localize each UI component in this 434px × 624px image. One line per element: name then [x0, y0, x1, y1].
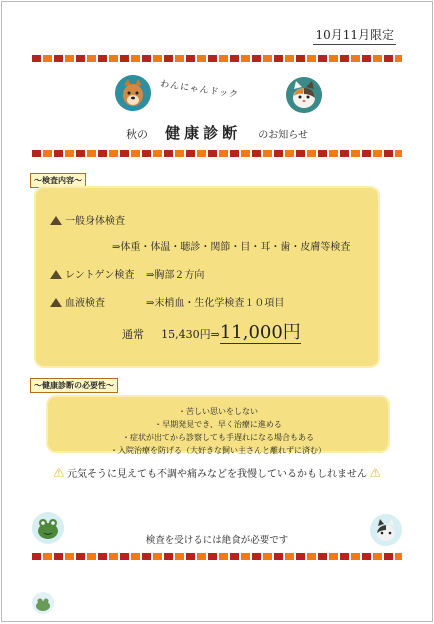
frog-small-icon [32, 592, 54, 614]
stripe-band-bottom [32, 553, 402, 560]
fasting-note: 検査を受けるには絶食が必要です [145, 535, 289, 546]
title-suffix: のお知らせ [258, 130, 308, 141]
price-arrow: ⇒ [210, 328, 220, 341]
triangle-bullet-icon [50, 216, 62, 225]
exam-section-label: 〜検査内容〜 [30, 173, 86, 188]
exam-item-blood: 血液検査 [50, 294, 105, 309]
necessity-line: ・入院治療を防げる（大好きな飼い主さんと離れずに済む） [110, 446, 326, 455]
necessity-line: ・早期発見でき、早く治療に進める [154, 420, 282, 429]
warning-message: ⚠ 元気そうに見えても不調や痛みなどを我慢しているかもしれません ⚠ [53, 469, 381, 480]
necessity-line: ・症状が出てから診察しても手遅れになる場合もある [122, 433, 314, 442]
dog-avatar-icon [115, 75, 151, 111]
cat-avatar-icon [286, 77, 322, 113]
brand-name: わんにゃんドック [159, 79, 240, 101]
price-row [122, 318, 301, 344]
exam-item-blood-detail: ⇒末梢血・生化学検査１０項目 [146, 298, 285, 309]
exam-item-xray-detail: ⇒胸部２方向 [146, 270, 205, 281]
title-prefix: 秋の [126, 128, 149, 141]
limited-date: 10月11月限定 [313, 26, 396, 45]
triangle-bullet-icon [50, 270, 62, 279]
necessity-section-label: 〜健康診断の必要性〜 [30, 378, 118, 393]
stripe-band-top [32, 55, 402, 62]
title-main: 健康診断 [165, 124, 242, 142]
necessity-line: ・苦しい思いをしない [178, 407, 258, 416]
exam-item-general: 一般身体検査 [50, 212, 125, 227]
price-label: 通常 [122, 328, 144, 341]
flyer-page [1, 1, 433, 622]
announcement-title [2, 122, 432, 143]
triangle-bullet-icon [50, 298, 62, 307]
exam-item-xray: レントゲン検査 [50, 266, 134, 281]
exam-item-general-detail: ⇒体重・体温・聴診・関節・目・耳・歯・皮膚等検査 [112, 242, 351, 253]
cat-icon [370, 514, 402, 546]
necessity-box [46, 395, 390, 453]
discount-price: 11,000円 [219, 322, 301, 343]
exam-details-box [34, 186, 380, 368]
warning-icon: ⚠ [53, 469, 64, 480]
warning-icon: ⚠ [370, 469, 381, 480]
regular-price: 15,430円 [161, 328, 211, 341]
stripe-band-middle [32, 150, 402, 157]
